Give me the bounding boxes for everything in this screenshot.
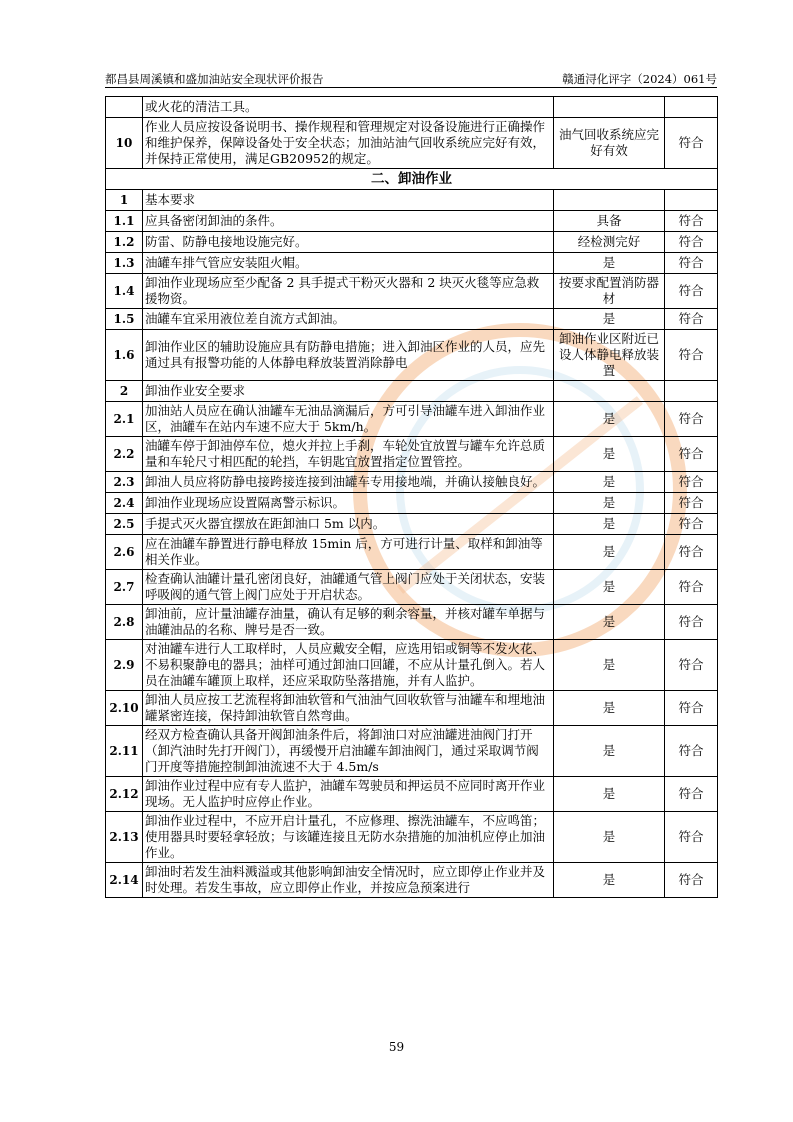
table-row — [106, 330, 718, 381]
item-content: 卸油作业过程中，不应开启计量孔，不应修理、擦洗油罐车，不应鸣笛；使用器具时要轻拿轻放；与该罐连接且无防水杂措施的加油机应停止加油作业。 — [143, 812, 554, 863]
header-divider — [105, 87, 717, 88]
conclusion: 符合 — [665, 514, 718, 535]
conclusion: 符合 — [665, 640, 718, 691]
item-number: 2.3 — [106, 472, 143, 493]
item-number: 2.11 — [106, 726, 143, 777]
item-number: 1.2 — [106, 232, 143, 253]
item-number: 2.2 — [106, 437, 143, 472]
item-number: 2.1 — [106, 402, 143, 437]
table-row — [106, 863, 718, 898]
check-result: 是 — [554, 514, 665, 535]
conclusion — [665, 381, 718, 402]
table-row — [106, 118, 718, 169]
item-number: 1.5 — [106, 309, 143, 330]
conclusion: 符合 — [665, 726, 718, 777]
item-number: 1.6 — [106, 330, 143, 381]
check-result: 是 — [554, 691, 665, 726]
checklist-table — [105, 96, 718, 898]
item-content: 卸油作业过程中应有专人监护，油罐车驾驶员和押运员不应同时离开作业现场。无人监护时应停止作业。 — [143, 777, 554, 812]
item-content: 卸油前，应计量油罐存油量，确认有足够的剩余容量，并核对罐车单据与油罐油品的名称、牌号是否一致。 — [143, 605, 554, 640]
conclusion: 符合 — [665, 812, 718, 863]
item-number: 1.1 — [106, 211, 143, 232]
item-number: 10 — [106, 118, 143, 169]
table-row — [106, 437, 718, 472]
table-row — [106, 190, 718, 211]
item-number: 1.3 — [106, 253, 143, 274]
report-title: 都昌县周溪镇和盛加油站安全现状评价报告 — [105, 72, 324, 86]
item-content: 卸油作业现场应设置隔离警示标识。 — [143, 493, 554, 514]
table-row — [106, 402, 718, 437]
check-result: 是 — [554, 777, 665, 812]
table-row — [106, 274, 718, 309]
table-row — [106, 535, 718, 570]
check-result: 是 — [554, 309, 665, 330]
check-result: 卸油作业区附近已设人体静电释放装置 — [554, 330, 665, 381]
section-header-row — [106, 169, 718, 190]
item-number: 1.4 — [106, 274, 143, 309]
check-result: 是 — [554, 640, 665, 691]
table-row — [106, 381, 718, 402]
item-content: 油罐车宜采用液位差自流方式卸油。 — [143, 309, 554, 330]
item-content: 对油罐车进行人工取样时，人员应戴安全帽，应选用铝或铜等不发火花、不易积聚静电的器具；油样可通过卸油口回罐，不应从计量孔倒入。若人员在油罐车罐顶上取样，还应采取防坠落措施，并有人监护。 — [143, 640, 554, 691]
item-content: 油罐车停于卸油停车位，熄火并拉上手刹，车轮处宜放置与罐车允许总质量和车轮尺寸相匹配的轮挡，车钥匙宜放置指定位置管控。 — [143, 437, 554, 472]
item-number: 2.5 — [106, 514, 143, 535]
conclusion — [665, 190, 718, 211]
item-content: 卸油时若发生油料溅溢或其他影响卸油安全情况时，应立即停止作业并及时处理。若发生事故，应立即停止作业，并按应急预案进行 — [143, 863, 554, 898]
check-result: 是 — [554, 863, 665, 898]
section-title: 二、卸油作业 — [106, 169, 718, 190]
conclusion: 符合 — [665, 118, 718, 169]
table-row — [106, 232, 718, 253]
conclusion: 符合 — [665, 605, 718, 640]
item-content: 经双方检查确认具备开阀卸油条件后，将卸油口对应油罐进油阀门打开（卸汽油时先打开阀门），再缓慢开启油罐车卸油阀门，通过采取调节阀门开度等措施控制卸油流速不大于 4.5m/s — [143, 726, 554, 777]
check-result: 是 — [554, 812, 665, 863]
item-content: 卸油作业区的辅助设施应具有防静电措施；进入卸油区作业的人员，应先通过具有报警功能的人体静电释放装置消除静电 — [143, 330, 554, 381]
item-content: 卸油人员应将防静电接跨接连接到油罐车专用接地端，并确认接触良好。 — [143, 472, 554, 493]
item-content: 检查确认油罐计量孔密闭良好，油罐通气管上阀门应处于关闭状态，安装呼吸阀的通气管上阀门应处于开启状态。 — [143, 570, 554, 605]
item-number: 2.9 — [106, 640, 143, 691]
table-row — [106, 309, 718, 330]
table-row — [106, 472, 718, 493]
conclusion: 符合 — [665, 253, 718, 274]
conclusion: 符合 — [665, 330, 718, 381]
item-number: 2.6 — [106, 535, 143, 570]
check-result: 是 — [554, 605, 665, 640]
item-number: 2.8 — [106, 605, 143, 640]
item-number: 2.7 — [106, 570, 143, 605]
check-result: 是 — [554, 726, 665, 777]
item-content: 卸油人员应按工艺流程将卸油软管和气油油气回收软管与油罐车和埋地油罐紧密连接，保持卸油软管自然弯曲。 — [143, 691, 554, 726]
item-number: 1 — [106, 190, 143, 211]
item-content: 防雷、防静电接地设施完好。 — [143, 232, 554, 253]
table-row — [106, 97, 718, 118]
conclusion: 符合 — [665, 309, 718, 330]
conclusion: 符合 — [665, 437, 718, 472]
item-content: 油罐车排气管应安装阻火帽。 — [143, 253, 554, 274]
conclusion: 符合 — [665, 570, 718, 605]
table-row — [106, 514, 718, 535]
item-content: 应具备密闭卸油的条件。 — [143, 211, 554, 232]
table-row — [106, 493, 718, 514]
table-row — [106, 777, 718, 812]
check-result: 是 — [554, 570, 665, 605]
page-number: 59 — [388, 1040, 405, 1054]
item-number: 2.4 — [106, 493, 143, 514]
report-number: 赣通浔化评字（2024）061号 — [562, 72, 717, 86]
table-row — [106, 605, 718, 640]
conclusion: 符合 — [665, 211, 718, 232]
conclusion: 符合 — [665, 402, 718, 437]
check-result — [554, 381, 665, 402]
item-content: 应在油罐车静置进行静电释放 15min 后，方可进行计量、取样和卸油等相关作业。 — [143, 535, 554, 570]
conclusion: 符合 — [665, 472, 718, 493]
conclusion: 符合 — [665, 691, 718, 726]
item-content: 卸油作业现场应至少配备 2 具手提式干粉灭火器和 2 块灭火毯等应急救援物资。 — [143, 274, 554, 309]
table-row — [106, 640, 718, 691]
item-number: 2.14 — [106, 863, 143, 898]
table-row — [106, 726, 718, 777]
table-row — [106, 812, 718, 863]
item-number: 2.10 — [106, 691, 143, 726]
item-content: 作业人员应按设备说明书、操作规程和管理规定对设备设施进行正确操作和维护保养，保障设备处于安全状态；加油站油气回收系统应完好有效，并保持正常使用，满足GB20952的规定。 — [143, 118, 554, 169]
check-result: 是 — [554, 535, 665, 570]
item-number: 2 — [106, 381, 143, 402]
page-header — [105, 69, 717, 87]
table-row — [106, 211, 718, 232]
conclusion: 符合 — [665, 535, 718, 570]
item-number: 2.12 — [106, 777, 143, 812]
conclusion — [665, 97, 718, 118]
check-result: 是 — [554, 437, 665, 472]
table-row — [106, 691, 718, 726]
check-result: 是 — [554, 493, 665, 514]
item-number: 2.13 — [106, 812, 143, 863]
table-row — [106, 570, 718, 605]
conclusion: 符合 — [665, 777, 718, 812]
check-result: 油气回收系统应完好有效 — [554, 118, 665, 169]
conclusion: 符合 — [665, 493, 718, 514]
check-result: 按要求配置消防器材 — [554, 274, 665, 309]
check-result: 具备 — [554, 211, 665, 232]
check-result: 是 — [554, 402, 665, 437]
check-result: 是 — [554, 472, 665, 493]
check-result: 是 — [554, 253, 665, 274]
item-content: 加油站人员应在确认油罐车无油品滴漏后，方可引导油罐车进入卸油作业区，油罐车在站内车速不应大于 5km/h。 — [143, 402, 554, 437]
check-result: 经检测完好 — [554, 232, 665, 253]
check-result — [554, 97, 665, 118]
item-content: 手提式灭火器宜摆放在距卸油口 5m 以内。 — [143, 514, 554, 535]
conclusion: 符合 — [665, 274, 718, 309]
item-content: 或火花的清洁工具。 — [143, 97, 554, 118]
item-content: 基本要求 — [143, 190, 554, 211]
table-row — [106, 253, 718, 274]
check-result — [554, 190, 665, 211]
item-number — [106, 97, 143, 118]
conclusion: 符合 — [665, 863, 718, 898]
item-content: 卸油作业安全要求 — [143, 381, 554, 402]
conclusion: 符合 — [665, 232, 718, 253]
